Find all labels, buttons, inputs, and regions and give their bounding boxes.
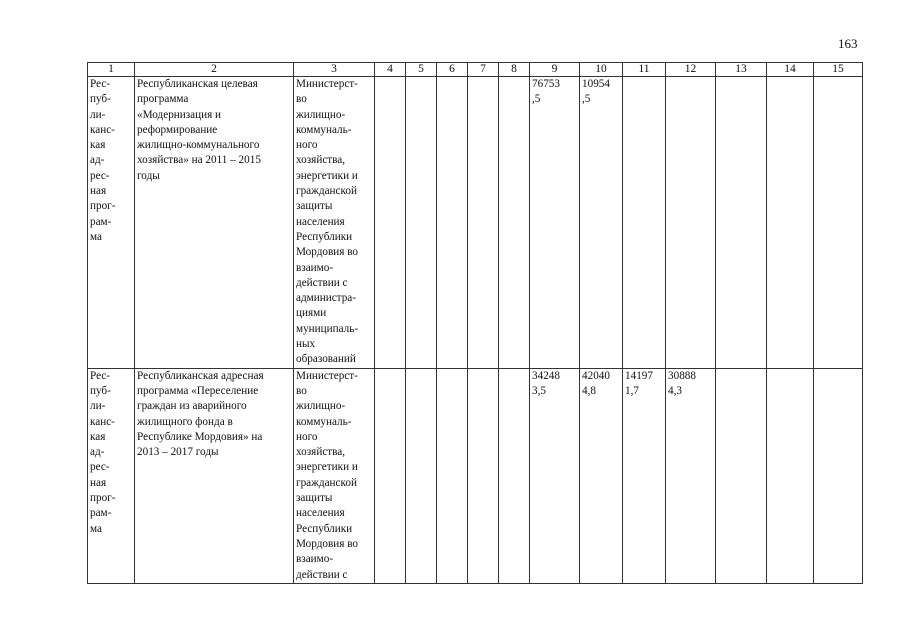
text-line: жилищно- <box>296 400 346 413</box>
text-line: муниципаль- <box>296 322 359 335</box>
value-cell-col9 <box>530 77 580 369</box>
text-line: «Модернизация и <box>137 108 222 121</box>
empty-cell <box>437 77 468 369</box>
text-line: 3,5 <box>532 384 546 397</box>
text-line: энергетики и <box>296 169 358 182</box>
text-line: действии с <box>296 568 348 581</box>
text-line: коммуналь- <box>296 123 352 136</box>
header-cell: 5 <box>406 63 437 77</box>
text-line: 4,3 <box>668 384 682 397</box>
program-name-cell <box>135 368 294 583</box>
text-line: канс- <box>90 123 115 136</box>
program-name-cell <box>135 77 294 369</box>
program-type-cell <box>88 77 135 369</box>
text-line: коммуналь- <box>296 415 352 428</box>
value-cell-col12 <box>666 77 716 369</box>
text-line: Республики <box>296 230 353 243</box>
text-line: ,5 <box>582 93 591 106</box>
empty-cell <box>814 368 863 583</box>
header-cell: 14 <box>767 63 814 77</box>
text-line: жилищно-коммунального <box>137 139 260 152</box>
empty-cell <box>767 368 814 583</box>
empty-cell <box>499 368 530 583</box>
text-line: администра- <box>296 292 356 305</box>
text-line: Министерст- <box>296 78 358 90</box>
text-line: образований <box>296 353 356 366</box>
text-line: населения <box>296 507 345 520</box>
text-line: Министерст- <box>296 369 358 382</box>
text-line: 30888 <box>668 369 696 382</box>
header-cell: 9 <box>530 63 580 77</box>
text-line: рес- <box>90 169 110 182</box>
text-line: хозяйства, <box>296 446 346 459</box>
text-line: гражданской <box>296 476 357 489</box>
header-cell: 12 <box>666 63 716 77</box>
executor-cell <box>294 77 375 369</box>
text-line: Республиканская целевая <box>137 78 258 90</box>
text-line: гражданской <box>296 185 357 198</box>
empty-cell <box>406 77 437 369</box>
text-line: 1,7 <box>625 384 639 397</box>
text-line: ная <box>90 476 107 489</box>
text-line: прог- <box>90 200 116 213</box>
text-line: 2013 – 2017 годы <box>137 446 219 459</box>
text-line: реформирование <box>137 123 218 136</box>
text-line: Мордовия во <box>296 537 359 550</box>
text-line: жилищно- <box>296 108 346 121</box>
text-line: ли- <box>90 400 106 413</box>
header-cell: 2 <box>135 63 294 77</box>
text-line: годы <box>137 169 160 182</box>
header-row <box>88 63 863 77</box>
text-line: ных <box>296 338 316 351</box>
header-cell: 3 <box>294 63 375 77</box>
text-line: во <box>296 93 307 106</box>
text-line: защиты <box>296 492 333 505</box>
header-cell: 10 <box>580 63 623 77</box>
text-line: программа «Переселение <box>137 384 259 397</box>
text-line: граждан из аварийного <box>137 400 247 413</box>
text-line: ли- <box>90 108 106 121</box>
value-cell-col11 <box>623 77 666 369</box>
header-cell: 4 <box>375 63 406 77</box>
text-line: Рес- <box>90 78 111 90</box>
text-line: хозяйства, <box>296 154 346 167</box>
value-cell-col9 <box>530 368 580 583</box>
text-line: пуб- <box>90 93 111 106</box>
text-line: 34248 <box>532 369 560 382</box>
empty-cell <box>375 77 406 369</box>
text-line: 14197 <box>625 369 653 382</box>
text-line: ного <box>296 430 318 443</box>
text-line: кая <box>90 430 106 443</box>
value-cell-col11 <box>623 368 666 583</box>
table-row <box>88 77 863 369</box>
text-line: ма <box>90 522 102 535</box>
text-line: Республике Мордовия» на <box>137 430 263 443</box>
text-line: энергетики и <box>296 461 358 474</box>
text-line: кая <box>90 139 106 152</box>
text-line: Мордовия во <box>296 246 359 259</box>
empty-cell <box>716 368 767 583</box>
header-cell: 8 <box>499 63 530 77</box>
text-line: прог- <box>90 492 116 505</box>
header-cell: 1 <box>88 63 135 77</box>
text-line: рам- <box>90 507 112 520</box>
executor-cell <box>294 368 375 583</box>
text-line: пуб- <box>90 384 111 397</box>
program-type-cell <box>88 368 135 583</box>
text-line: ,5 <box>532 93 541 106</box>
text-line: ного <box>296 139 318 152</box>
text-line: программа <box>137 93 189 106</box>
text-line: рам- <box>90 215 112 228</box>
text-line: взаимо- <box>296 261 334 274</box>
text-line: во <box>296 384 307 397</box>
empty-cell <box>406 368 437 583</box>
text-line: циями <box>296 307 327 320</box>
empty-cell <box>468 77 499 369</box>
value-cell-col10 <box>580 368 623 583</box>
text-line: защиты <box>296 200 333 213</box>
text-line: рес- <box>90 461 110 474</box>
text-line: Республики <box>296 522 353 535</box>
text-line: ма <box>90 230 102 243</box>
text-line: населения <box>296 215 345 228</box>
text-line: действии с <box>296 276 348 289</box>
empty-cell <box>468 368 499 583</box>
text-line: ад- <box>90 154 105 167</box>
header-cell: 15 <box>814 63 863 77</box>
text-line: 76753 <box>532 78 560 90</box>
text-line: ная <box>90 185 107 198</box>
header-cell: 6 <box>437 63 468 77</box>
text-line: канс- <box>90 415 115 428</box>
empty-cell <box>375 368 406 583</box>
empty-cell <box>716 77 767 369</box>
header-cell: 11 <box>623 63 666 77</box>
text-line: 42040 <box>582 369 610 382</box>
text-line: Республиканская адресная <box>137 369 264 382</box>
text-line: ад- <box>90 446 105 459</box>
table-row <box>88 368 863 583</box>
value-cell-col12 <box>666 368 716 583</box>
page-number: 163 <box>838 36 858 51</box>
text-line: 4,8 <box>582 384 596 397</box>
header-cell: 13 <box>716 63 767 77</box>
text-line: жилищного фонда в <box>137 415 233 428</box>
empty-cell <box>767 77 814 369</box>
budget-table <box>87 62 863 584</box>
text-line: хозяйства» на 2011 – 2015 <box>137 154 261 167</box>
text-line: взаимо- <box>296 553 334 566</box>
text-line: 10954 <box>582 78 610 90</box>
value-cell-col10 <box>580 77 623 369</box>
header-cell: 7 <box>468 63 499 77</box>
empty-cell <box>499 77 530 369</box>
empty-cell <box>814 77 863 369</box>
text-line: Рес- <box>90 369 111 382</box>
empty-cell <box>437 368 468 583</box>
